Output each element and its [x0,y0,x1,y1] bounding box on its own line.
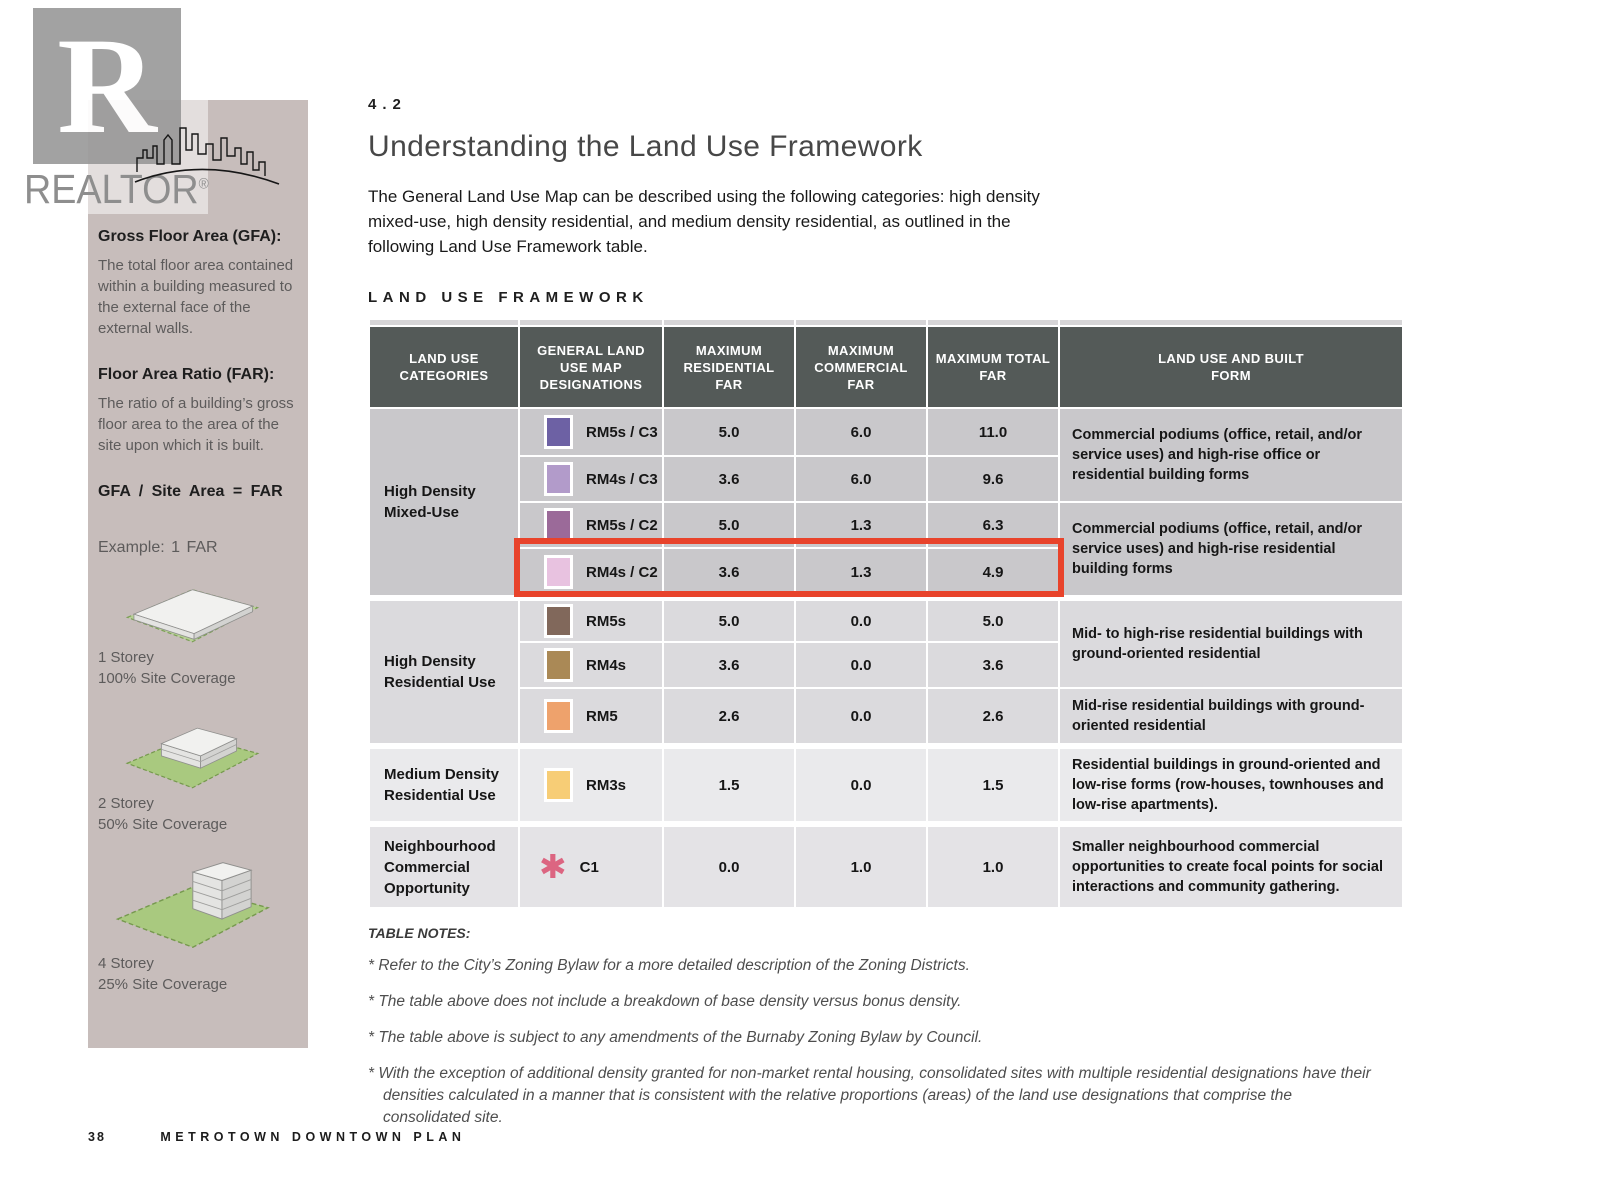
residential-far-value: 2.6 [664,689,794,743]
main-content [368,96,1408,1129]
commercial-far-value: 0.0 [796,643,926,687]
total-far-value: 5.0 [928,597,1058,641]
residential-far-value: 3.6 [664,549,794,595]
intro-paragraph: The General Land Use Map can be described using the following categories: high density mixed-use, high density residential, and medium density residential, as outlined in the following Land Use Framework table. [368,187,1040,256]
table-notes-heading: TABLE NOTES: [368,925,471,941]
commercial-far-value: 0.0 [796,745,926,821]
table-title: LAND USE FRAMEWORK [368,289,649,306]
table-note: * With the exception of additional density granted for non-market rental housing, consolidated sites with multiple residential designations have their densities calculated in a manner that is consistent with the relative proportions (areas) of the land use designations that comprise the consolidated site. [368,1065,1371,1126]
designation-cell: RM5s / C3 [520,409,662,455]
page-number: 38 [88,1130,106,1144]
total-far-value: 1.0 [928,823,1058,907]
designation-cell: RM5 [520,689,662,743]
category-medium-density-residential: Medium Density Residential Use [370,745,518,821]
land-use-framework-table [368,318,1404,909]
total-far-value: 1.5 [928,745,1058,821]
residential-far-value: 5.0 [664,409,794,455]
category-high-density-residential: High Density Residential Use [370,597,518,743]
city-skyline-icon [133,118,281,193]
header-land-use-built-form: LAND USE AND BUILT FORM [1060,327,1402,407]
site-coverage-4-icon [102,857,278,951]
residential-far-value: 1.5 [664,745,794,821]
diagram-4-label: 4 Storey [98,955,154,972]
designation-swatch [544,604,573,638]
table-row [370,409,1402,455]
far-formula: GFA / Site Area = FAR [98,483,283,500]
far-example: Example: 1 FAR [98,539,218,556]
commercial-far-value: 1.3 [796,503,926,547]
far-definition: The ratio of a building’s gross floor area to the area of the site upon which it is built. [98,395,294,454]
table-row [370,597,1402,641]
land-use-framework-table-wrap [368,318,1404,909]
residential-far-value: 5.0 [664,503,794,547]
header-general-designations: GENERAL LAND USE MAP DESIGNATIONS [520,327,662,407]
diagram-1-coverage: 100% Site Coverage [98,670,236,687]
designation-swatch [544,555,573,589]
site-coverage-2-icon [102,711,278,791]
total-far-value: 9.6 [928,457,1058,501]
built-form-neighbourhood-commercial: Smaller neighbourhood commercial opportunities to create focal points for social interactions and community gathering. [1060,823,1402,907]
gfa-heading: Gross Floor Area (GFA): [98,228,282,245]
designation-swatch [544,768,573,802]
diagram-1-label: 1 Storey [98,649,154,666]
realtor-logo-text: REALTOR® [24,166,209,212]
designation-cell: RM4s / C2 [520,549,662,595]
residential-far-value: 0.0 [664,823,794,907]
commercial-far-value: 0.0 [796,689,926,743]
total-far-value: 6.3 [928,503,1058,547]
built-form-mid-high-rise: Mid- to high-rise residential buildings with ground-oriented residential [1060,597,1402,687]
residential-far-value: 5.0 [664,597,794,641]
commercial-far-value: 0.0 [796,597,926,641]
designation-swatch [544,508,573,542]
header-max-residential-far: MAXIMUM RESIDENTIAL FAR [664,327,794,407]
table-row [370,503,1402,547]
total-far-value: 11.0 [928,409,1058,455]
header-max-commercial-far: MAXIMUM COMMERCIAL FAR [796,327,926,407]
designation-swatch [544,415,573,449]
total-far-value: 4.9 [928,549,1058,595]
table-header-row [370,327,1402,407]
table-note: * Refer to the City’s Zoning Bylaw for a more detailed description of the Zoning Districts. [368,957,970,974]
designation-swatch [544,462,573,496]
built-form-mid-rise: Mid-rise residential buildings with ground-oriented residential [1060,689,1402,743]
table-note: * The table above does not include a breakdown of base density versus bonus density. [368,993,962,1010]
document-title: METROTOWN DOWNTOWN PLAN [160,1130,466,1144]
diagram-2-coverage: 50% Site Coverage [98,816,228,833]
header-land-use-categories: LAND USE CATEGORIES [370,327,518,407]
coverage-diagram-4-storey [98,857,296,995]
diagram-4-coverage: 25% Site Coverage [98,976,228,993]
total-far-value: 2.6 [928,689,1058,743]
designation-cell: RM5s [520,597,662,641]
sidebar-panel [88,100,308,1048]
table-note: * The table above is subject to any amendments of the Burnaby Zoning Bylaw by Council. [368,1029,983,1046]
designation-swatch [544,699,573,733]
table-row [370,745,1402,821]
registered-mark: ® [198,175,209,193]
built-form-low-rise: Residential buildings in ground-oriented and low-rise forms (row-houses, townhouses and low-rise apartments). [1060,745,1402,821]
residential-far-value: 3.6 [664,643,794,687]
table-notes [368,925,1382,1129]
designation-cell: RM5s / C2 [520,503,662,547]
diagram-2-label: 2 Storey [98,795,154,812]
header-max-total-far: MAXIMUM TOTAL FAR [928,327,1058,407]
built-form-commercial-residential: Commercial podiums (office, retail, and/or service uses) and high-rise residential building forms [1060,503,1402,595]
c1-asterisk-icon: ✱ [539,848,567,885]
table-top-strip [370,320,1402,325]
designation-cell: RM4s / C3 [520,457,662,501]
page-title: Understanding the Land Use Framework [368,130,923,163]
section-number: 4.2 [368,96,407,113]
category-high-density-mixed-use: High Density Mixed-Use [370,409,518,595]
commercial-far-value: 6.0 [796,457,926,501]
commercial-far-value: 1.0 [796,823,926,907]
commercial-far-value: 6.0 [796,409,926,455]
designation-cell: RM3s [520,745,662,821]
built-form-commercial-office: Commercial podiums (office, retail, and/or service uses) and high-rise office or residential building forms [1060,409,1402,501]
page-footer [88,1128,465,1146]
site-coverage-1-icon [102,567,278,645]
designation-swatch [544,648,573,682]
coverage-diagram-1-storey [98,567,296,689]
far-heading: Floor Area Ratio (FAR): [98,366,275,383]
designation-cell: RM4s [520,643,662,687]
realtor-logo-letter: R [57,9,157,162]
commercial-far-value: 1.3 [796,549,926,595]
table-row [370,823,1402,907]
residential-far-value: 3.6 [664,457,794,501]
table-row [370,689,1402,743]
total-far-value: 3.6 [928,643,1058,687]
category-neighbourhood-commercial: Neighbourhood Commercial Opportunity [370,823,518,907]
designation-cell: ✱ C1 [520,823,662,907]
coverage-diagram-2-storey [98,711,296,835]
gfa-definition: The total floor area contained within a building measured to the external face of the external walls. [98,257,294,337]
